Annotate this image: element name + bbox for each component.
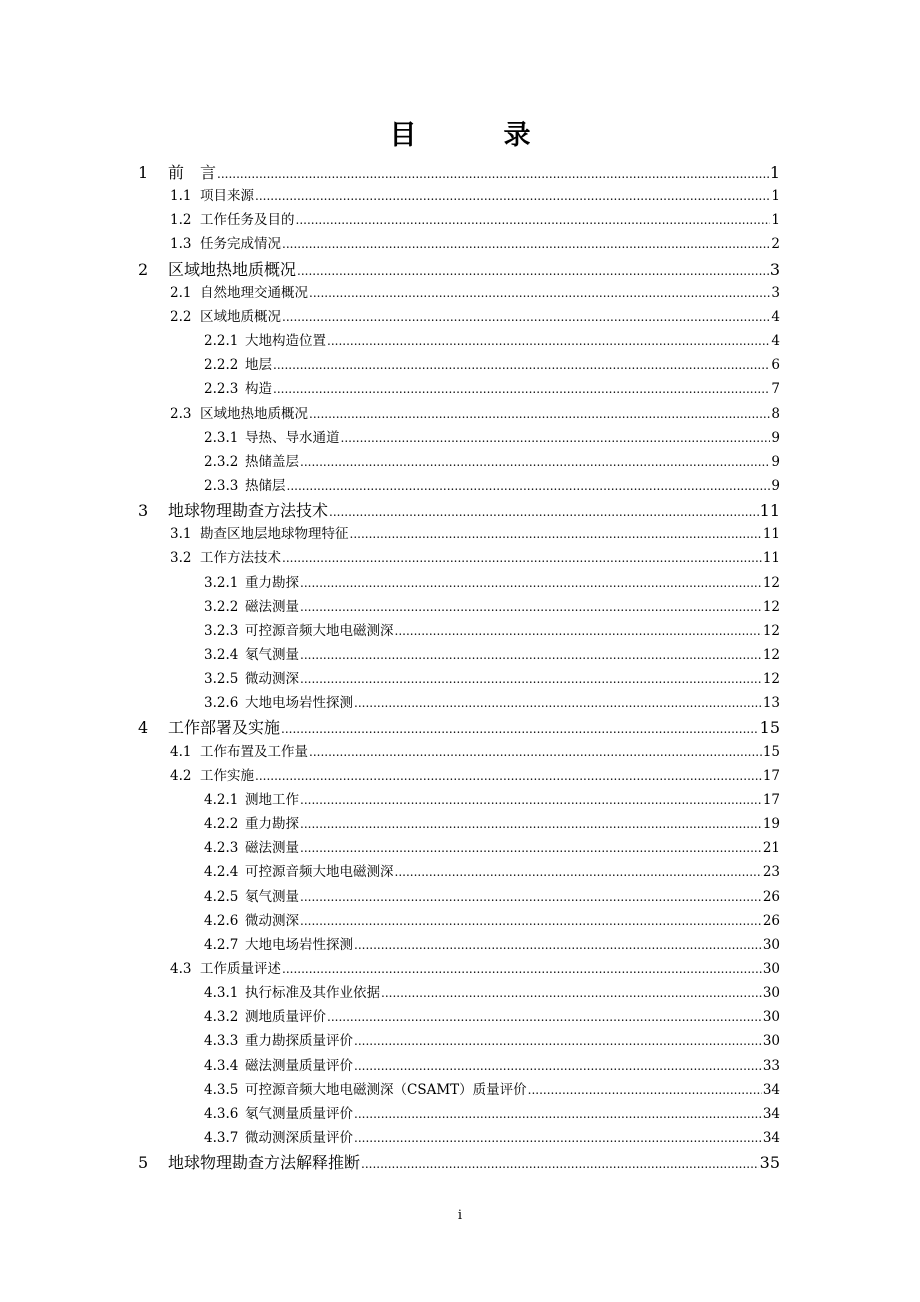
toc-entry-number: 2.2.2 bbox=[204, 357, 239, 374]
toc-dot-leader bbox=[300, 841, 762, 855]
page-number-footer: i bbox=[457, 1208, 463, 1223]
toc-entry-page: 21 bbox=[762, 840, 780, 857]
toc-dot-leader bbox=[300, 576, 762, 590]
toc-entry-title: 工作质量评述 bbox=[200, 960, 281, 977]
toc-entry-number: 4.3.2 bbox=[204, 1009, 239, 1026]
toc-dot-leader bbox=[287, 479, 771, 493]
toc-entry-number: 4.3.1 bbox=[204, 985, 239, 1002]
toc-entry-page: 12 bbox=[762, 574, 780, 591]
toc-entry-title: 可控源音频大地电磁测深 bbox=[245, 622, 394, 639]
toc-entry[interactable] bbox=[204, 619, 780, 639]
toc-entry-title: 执行标准及其作业依据 bbox=[245, 985, 380, 1002]
toc-entry-number: 2.3.1 bbox=[204, 429, 239, 446]
toc-entry-number: 2.1 bbox=[170, 284, 192, 301]
toc-entry-title: 氡气测量 bbox=[245, 888, 299, 905]
toc-entry-number: 1 bbox=[138, 163, 149, 182]
toc-entry-title: 勘查区地层地球物理特征 bbox=[200, 526, 349, 543]
toc-entry-number: 4.2.2 bbox=[204, 816, 239, 833]
toc-entry-page: 1 bbox=[771, 188, 780, 205]
toc-entry-title: 重力勘探质量评价 bbox=[245, 1033, 353, 1050]
toc-entry-title: 工作布置及工作量 bbox=[200, 743, 308, 760]
toc-entry-page: 15 bbox=[759, 718, 780, 738]
toc-entry-page: 9 bbox=[771, 453, 780, 470]
toc-entry-title: 可控源音频大地电磁测深（CSAMT）质量评价 bbox=[245, 1081, 527, 1098]
toc-entry-title: 导热、导水通道 bbox=[245, 429, 340, 446]
toc-entry-number: 4.3.7 bbox=[204, 1130, 239, 1146]
toc-entry-page: 19 bbox=[762, 816, 780, 833]
toc-dot-leader bbox=[327, 1010, 762, 1024]
toc-entry-page: 12 bbox=[762, 647, 780, 663]
toc-dot-leader bbox=[282, 551, 762, 565]
toc-entry-title: 可控源音频大地电磁测深 bbox=[245, 864, 394, 881]
toc-entry-page: 30 bbox=[762, 960, 780, 977]
toc-entry-number: 1.2 bbox=[170, 212, 192, 229]
toc-entry-page: 9 bbox=[771, 477, 780, 494]
toc-dot-leader bbox=[300, 672, 762, 686]
toc-entry-title: 地层 bbox=[245, 357, 272, 374]
toc-entry[interactable] bbox=[170, 281, 780, 301]
toc-entry[interactable] bbox=[170, 208, 780, 228]
toc-entry-page: 30 bbox=[762, 985, 780, 1002]
toc-entry-number: 2.3 bbox=[170, 405, 192, 422]
toc-dot-leader bbox=[341, 431, 771, 445]
toc-entry-title: 区域地热地质概况 bbox=[200, 405, 308, 422]
toc-entry-title: 重力勘探 bbox=[245, 816, 299, 833]
toc-entry-page: 3 bbox=[769, 259, 780, 279]
toc-entry[interactable] bbox=[204, 595, 780, 615]
toc-entry[interactable] bbox=[204, 474, 780, 494]
toc-entry-number: 4.3 bbox=[170, 960, 192, 977]
toc-entry-number: 3.2.1 bbox=[204, 574, 239, 591]
toc-dot-leader bbox=[297, 264, 769, 278]
toc-entry-page: 11 bbox=[759, 501, 780, 521]
toc-entry-title: 测地质量评价 bbox=[245, 1009, 326, 1026]
toc-entry-page: 34 bbox=[762, 1130, 780, 1146]
toc-entry-page: 30 bbox=[762, 1033, 780, 1050]
toc-entry[interactable] bbox=[170, 305, 780, 325]
toc-dot-leader bbox=[309, 407, 770, 421]
toc-entry-title: 重力勘探 bbox=[245, 574, 299, 591]
toc-dot-leader bbox=[350, 527, 762, 541]
toc-entry-number: 1.1 bbox=[170, 188, 192, 205]
toc-entry-title: 地球物理勘查方法技术 bbox=[168, 501, 329, 521]
toc-entry-number: 4.3.6 bbox=[204, 1105, 239, 1122]
toc-entry-page: 11 bbox=[762, 526, 780, 543]
toc-dot-leader bbox=[354, 1059, 762, 1073]
toc-entry[interactable] bbox=[204, 885, 780, 905]
toc-entry-title: 任务完成情况 bbox=[200, 236, 281, 253]
toc-entry-page: 17 bbox=[762, 791, 780, 808]
toc-entry[interactable] bbox=[138, 257, 780, 280]
toc-entry[interactable] bbox=[204, 1054, 780, 1074]
toc-entry-page: 30 bbox=[762, 1009, 780, 1026]
toc-dot-leader bbox=[354, 1107, 762, 1121]
toc-entry-title: 微动测深 bbox=[245, 912, 299, 929]
toc-entry-title: 磁法测量质量评价 bbox=[245, 1057, 353, 1074]
toc-dot-leader bbox=[273, 358, 770, 372]
toc-entry-title: 前 言 bbox=[168, 163, 217, 182]
toc-entry[interactable] bbox=[138, 715, 780, 738]
toc-dot-leader bbox=[255, 189, 770, 203]
toc-dot-leader bbox=[354, 1131, 762, 1145]
toc-entry-page: 1 bbox=[769, 163, 780, 182]
toc-entry-number: 3.2 bbox=[170, 550, 192, 567]
toc-entry[interactable] bbox=[204, 788, 780, 808]
toc-entry[interactable] bbox=[204, 691, 780, 711]
toc-entry-number: 3.2.5 bbox=[204, 671, 239, 688]
toc-entry-number: 1.3 bbox=[170, 236, 192, 253]
toc-entry[interactable] bbox=[138, 498, 780, 521]
toc-entry-number: 2.3.3 bbox=[204, 477, 239, 494]
toc-entry-page: 13 bbox=[762, 695, 780, 712]
toc-entry[interactable] bbox=[204, 571, 780, 591]
toc-entry-page: 15 bbox=[762, 743, 780, 760]
toc-dot-leader bbox=[300, 455, 770, 469]
toc-entry-number: 3.2.6 bbox=[204, 695, 239, 712]
toc-entry-title: 测地工作 bbox=[245, 791, 299, 808]
toc-entry-page: 34 bbox=[762, 1081, 780, 1098]
toc-dot-leader bbox=[296, 213, 771, 227]
toc-dot-leader bbox=[282, 237, 770, 251]
toc-entry-title: 工作方法技术 bbox=[200, 550, 281, 567]
toc-entry-number: 2.3.2 bbox=[204, 453, 239, 470]
toc-entry[interactable] bbox=[170, 546, 780, 566]
toc-entry-number: 2.2 bbox=[170, 308, 192, 325]
toc-entry[interactable] bbox=[204, 860, 780, 880]
toc-entry-number: 4.2.7 bbox=[204, 936, 239, 953]
toc-entry-number: 4.2.3 bbox=[204, 840, 239, 857]
toc-entry-number: 4.2.1 bbox=[204, 791, 239, 808]
toc-entry-title: 地球物理勘查方法解释推断 bbox=[168, 1153, 361, 1173]
toc-entry[interactable] bbox=[204, 667, 780, 687]
toc-dot-leader bbox=[281, 722, 759, 736]
toc-entry-title: 工作部署及实施 bbox=[168, 718, 281, 738]
toc-dot-leader bbox=[217, 167, 769, 181]
toc-dot-leader bbox=[381, 986, 762, 1000]
toc-dot-leader bbox=[282, 962, 762, 976]
toc-dot-leader bbox=[395, 624, 762, 638]
toc-entry-number: 3.2.4 bbox=[204, 647, 239, 663]
toc-entry-title: 大地构造位置 bbox=[245, 333, 326, 350]
toc-entry[interactable] bbox=[170, 402, 780, 422]
toc-entry[interactable] bbox=[170, 184, 780, 204]
toc-entry[interactable] bbox=[204, 450, 780, 470]
toc-entry[interactable] bbox=[204, 329, 780, 349]
toc-entry-title: 磁法测量 bbox=[245, 598, 299, 615]
toc-entry-page: 30 bbox=[762, 936, 780, 953]
toc-entry-page: 12 bbox=[762, 671, 780, 688]
toc-entry[interactable] bbox=[204, 1126, 780, 1146]
toc-entry[interactable] bbox=[204, 1005, 780, 1025]
toc-dot-leader bbox=[361, 1157, 759, 1171]
toc-entry[interactable] bbox=[204, 1029, 780, 1049]
toc-entry[interactable] bbox=[170, 522, 780, 542]
toc-entry-page: 2 bbox=[771, 236, 780, 253]
toc-entry-title: 区域地质概况 bbox=[200, 308, 281, 325]
toc-dot-leader bbox=[300, 648, 762, 662]
toc-entry-number: 4 bbox=[138, 718, 149, 738]
toc-entry-page: 6 bbox=[771, 357, 780, 374]
toc-dot-leader bbox=[395, 865, 762, 879]
toc-entry-page: 1 bbox=[771, 212, 780, 229]
toc-entry[interactable] bbox=[204, 933, 780, 953]
toc-entry[interactable] bbox=[170, 957, 780, 977]
toc-entry-page: 4 bbox=[771, 333, 780, 350]
toc-entry-title: 自然地理交通概况 bbox=[200, 284, 308, 301]
toc-entry-number: 3 bbox=[138, 501, 149, 521]
toc-entry-title: 热储盖层 bbox=[245, 453, 299, 470]
toc-entry-title: 微动测深质量评价 bbox=[245, 1130, 353, 1146]
toc-entry[interactable] bbox=[170, 740, 780, 760]
toc-entry-title: 工作任务及目的 bbox=[200, 212, 295, 229]
toc-entry-number: 3.2.3 bbox=[204, 622, 239, 639]
toc-entry[interactable] bbox=[204, 426, 780, 446]
toc-entry-number: 3.1 bbox=[170, 526, 192, 543]
toc-entry-title: 磁法测量 bbox=[245, 840, 299, 857]
toc-entry-number: 2.2.3 bbox=[204, 381, 239, 398]
toc-dot-leader bbox=[309, 286, 770, 300]
toc-entry[interactable] bbox=[204, 643, 780, 663]
toc-entry[interactable] bbox=[204, 836, 780, 856]
toc-entry-number: 4.3.3 bbox=[204, 1033, 239, 1050]
toc-entry-title: 区域地热地质概况 bbox=[168, 259, 297, 279]
toc-dot-leader bbox=[300, 793, 762, 807]
toc-entry[interactable] bbox=[204, 1102, 780, 1122]
toc-entry-title: 氡气测量质量评价 bbox=[245, 1105, 353, 1122]
toc-dot-leader bbox=[354, 938, 762, 952]
toc-dot-leader bbox=[354, 696, 762, 710]
toc-dot-leader bbox=[255, 769, 762, 783]
toc-entry-title: 工作实施 bbox=[200, 767, 254, 784]
toc-entry-number: 4.3.5 bbox=[204, 1081, 239, 1098]
toc-dot-leader bbox=[300, 890, 762, 904]
toc-entry-number: 4.2.5 bbox=[204, 888, 239, 905]
toc-entry-page: 35 bbox=[759, 1153, 780, 1173]
toc-dot-leader bbox=[300, 914, 762, 928]
toc-entry-number: 4.3.4 bbox=[204, 1057, 239, 1074]
toc-entry-number: 4.2.4 bbox=[204, 864, 239, 881]
toc-entry-page: 33 bbox=[762, 1057, 780, 1074]
toc-entry[interactable] bbox=[204, 377, 780, 397]
toc-entry-number: 5 bbox=[138, 1153, 149, 1173]
toc-dot-leader bbox=[300, 817, 762, 831]
toc-entry-title: 构造 bbox=[245, 381, 272, 398]
toc-entry-page: 8 bbox=[771, 405, 780, 422]
toc-entry-number: 4.1 bbox=[170, 743, 192, 760]
toc-entry-title: 项目来源 bbox=[200, 188, 254, 205]
toc-entry-number: 4.2 bbox=[170, 767, 192, 784]
toc-dot-leader bbox=[273, 382, 770, 396]
toc-dot-leader bbox=[354, 1034, 762, 1048]
toc-entry-number: 3.2.2 bbox=[204, 598, 239, 615]
toc-entry-page: 9 bbox=[771, 429, 780, 446]
toc-entry-title: 氡气测量 bbox=[245, 647, 299, 663]
toc-entry-title: 热储层 bbox=[245, 477, 286, 494]
toc-entry-page: 12 bbox=[762, 622, 780, 639]
toc-entry-page: 26 bbox=[762, 912, 780, 929]
toc-entry-page: 4 bbox=[771, 308, 780, 325]
toc-entry[interactable] bbox=[170, 764, 780, 784]
toc-entry-page: 12 bbox=[762, 598, 780, 615]
toc-entry[interactable] bbox=[138, 160, 780, 183]
toc-entry-page: 26 bbox=[762, 888, 780, 905]
toc-entry[interactable] bbox=[204, 981, 780, 1001]
toc-entry-page: 3 bbox=[771, 284, 780, 301]
toc-entry[interactable] bbox=[204, 812, 780, 832]
toc-entry-number: 2.2.1 bbox=[204, 333, 239, 350]
toc-entry-number: 4.2.6 bbox=[204, 912, 239, 929]
toc-entry-title: 大地电场岩性探测 bbox=[245, 936, 353, 953]
toc-dot-leader bbox=[329, 505, 759, 519]
toc-entry-title: 大地电场岩性探测 bbox=[245, 695, 353, 712]
toc-dot-leader bbox=[309, 745, 762, 759]
toc-entry-page: 34 bbox=[762, 1105, 780, 1122]
toc-dot-leader bbox=[528, 1083, 762, 1097]
toc-entry-page: 7 bbox=[771, 381, 780, 398]
toc-entry[interactable] bbox=[170, 232, 780, 252]
toc-entry[interactable] bbox=[138, 1150, 780, 1173]
toc-entry-number: 2 bbox=[138, 259, 149, 279]
toc-dot-leader bbox=[282, 310, 770, 324]
toc-entry[interactable] bbox=[204, 909, 780, 929]
toc-dot-leader bbox=[300, 600, 762, 614]
toc-entry[interactable] bbox=[204, 1078, 780, 1098]
toc-entry-page: 17 bbox=[762, 767, 780, 784]
toc-entry-page: 23 bbox=[762, 864, 780, 881]
page-title: 目 录 bbox=[389, 120, 561, 151]
toc-entry-title: 微动测深 bbox=[245, 671, 299, 688]
toc-entry-page: 11 bbox=[762, 550, 780, 567]
toc-dot-leader bbox=[327, 334, 770, 348]
toc-entry[interactable] bbox=[204, 353, 780, 373]
